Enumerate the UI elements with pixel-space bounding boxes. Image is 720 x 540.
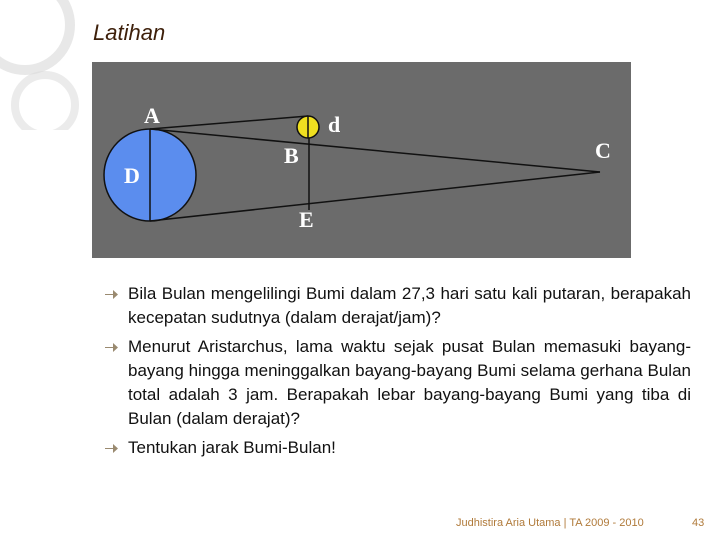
lower-shadow-line	[150, 172, 600, 221]
list-item	[103, 282, 691, 330]
question-1: Bila Bulan mengelilingi Bumi dalam 27,3 hari satu kali putaran, berapakah kecepatan sudutnya (dalam derajat/jam)?	[128, 284, 691, 327]
list-item	[103, 335, 691, 431]
bullet-icon	[105, 444, 118, 453]
list-item	[103, 436, 691, 460]
label-c: C	[595, 138, 611, 163]
slide-title: Latihan	[93, 20, 166, 45]
label-d-earth: D	[124, 163, 140, 188]
footer-credit: Judhistira Aria Utama | TA 2009 - 2010	[456, 517, 644, 529]
question-3: Tentukan jarak Bumi-Bulan!	[128, 438, 336, 457]
question-2: Menurut Aristarchus, lama waktu sejak pusat Bulan memasuki bayang-bayang hingga meninggalkan bayang-bayang Bumi selama gerhana Bulan total adalah 3 jam. Berapakah lebar bayang-bayang Bumi yang tiba di Bulan (dalam derajat)?	[128, 337, 691, 428]
label-b: B	[284, 143, 299, 168]
bullet-icon	[105, 343, 118, 352]
label-e: E	[299, 207, 314, 232]
upper-shadow-line	[150, 129, 600, 172]
label-a: A	[144, 103, 160, 128]
question-list	[103, 282, 691, 465]
label-d-moon: d	[328, 112, 341, 137]
bullet-icon	[105, 290, 118, 299]
page-number: 43	[692, 517, 705, 529]
eclipse-diagram	[92, 62, 631, 258]
line-a-to-moon	[150, 116, 308, 129]
